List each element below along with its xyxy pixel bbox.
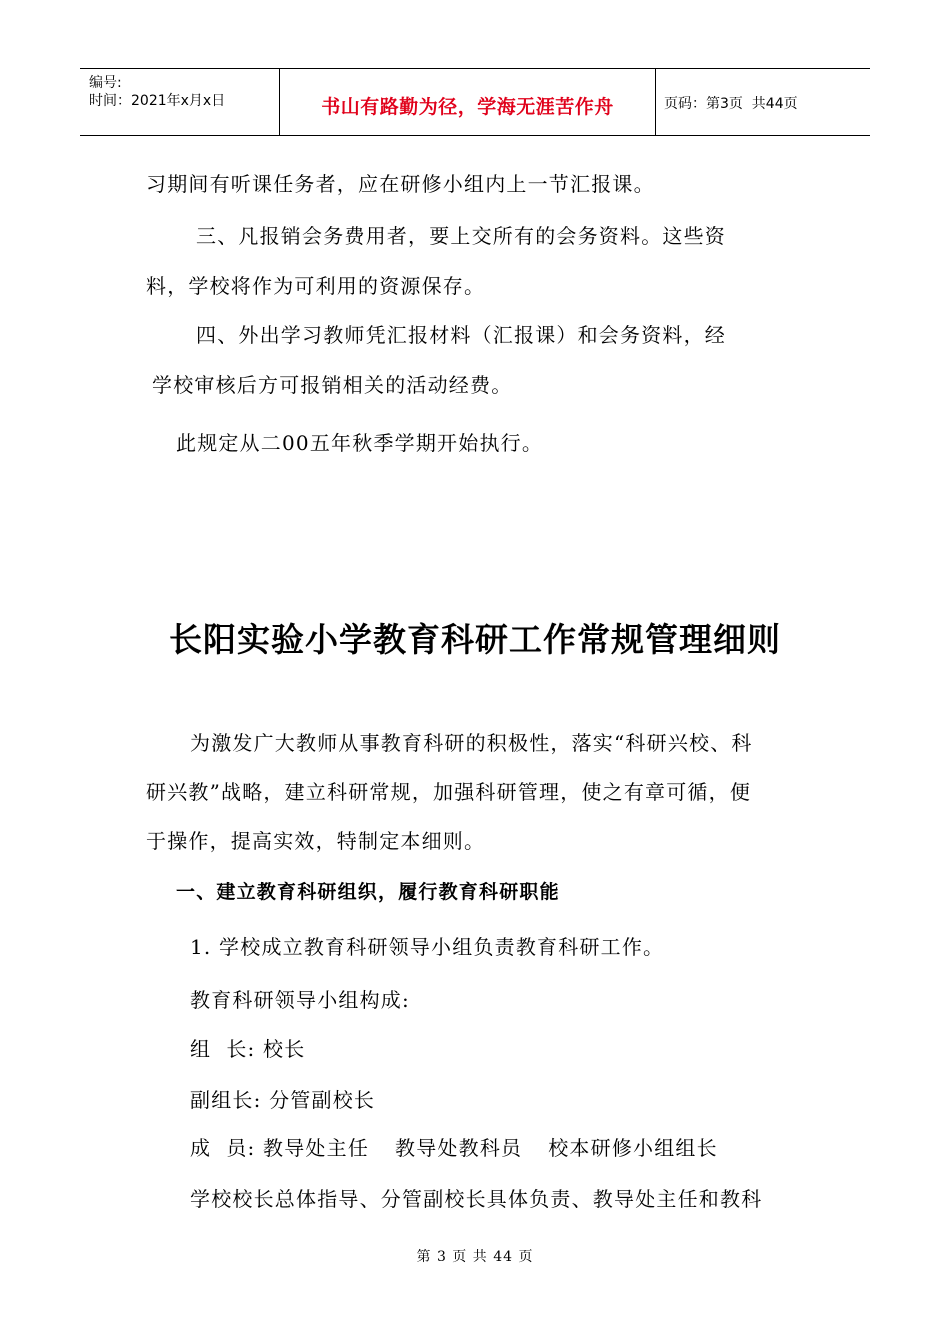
header-meta-cell	[80, 69, 280, 135]
page-footer: 第 3 页 共 44 页	[416, 1249, 534, 1265]
deputy-value: 分管副校长	[269, 1088, 376, 1112]
intro-line-3: 于操作，提高实效，特制定本细则。	[146, 829, 486, 853]
body-line-3: 料，学校将作为可利用的资源保存。	[146, 274, 486, 298]
body-line-1: 习期间有听课任务者，应在研修小组内上一节汇报课。	[146, 172, 655, 196]
body-line-6: 此规定从二00五年秋季学期开始执行。	[176, 431, 544, 455]
intro-line-2: 研兴教”战略，建立科研常规，加强科研管理，使之有章可循，便	[146, 780, 752, 804]
leader-value: 校长	[263, 1037, 306, 1061]
members-row	[190, 1122, 718, 1174]
header-motto-cell	[280, 69, 656, 135]
body-last-line: 学校校长总体指导、分管副校长具体负责、教导处主任和教科	[190, 1187, 763, 1211]
group-intro: 教育科研领导小组构成:	[190, 988, 410, 1012]
deputy-row	[190, 1074, 375, 1126]
member-1: 教导处主任	[263, 1136, 370, 1160]
members-label: 成 员:	[190, 1136, 256, 1160]
page-header	[80, 68, 870, 136]
deputy-label: 副组长:	[190, 1088, 262, 1112]
body-line-5: 学校审核后方可报销相关的活动经费。	[152, 373, 513, 397]
section-heading: 一、建立教育科研组织，履行教育科研职能	[176, 881, 560, 903]
member-2: 教导处教科员	[395, 1136, 523, 1160]
leader-row	[190, 1023, 305, 1075]
document-title: 长阳实验小学教育科研工作常规管理细则	[169, 620, 781, 659]
header-page-cell	[656, 69, 870, 135]
member-3: 校本研修小组组长	[548, 1136, 718, 1160]
document-number-label: 编号:	[89, 75, 122, 91]
header-page-info: 页码：第3页 共44页	[664, 96, 798, 112]
header-motto: 书山有路勤为径，学海无涯苦作舟	[321, 95, 614, 118]
leader-label: 组 长:	[190, 1037, 256, 1061]
body-line-4: 四、外出学习教师凭汇报材料（汇报课）和会务资料，经	[196, 323, 726, 347]
intro-line-1: 为激发广大教师从事教育科研的积极性，落实“科研兴校、科	[190, 731, 753, 755]
body-line-2: 三、凡报销会务费用者，要上交所有的会务资料。这些资	[196, 224, 726, 248]
item-1: 1. 学校成立教育科研领导小组负责教育科研工作。	[190, 935, 665, 959]
document-time-label: 时间：2021年x月x日	[89, 93, 226, 109]
